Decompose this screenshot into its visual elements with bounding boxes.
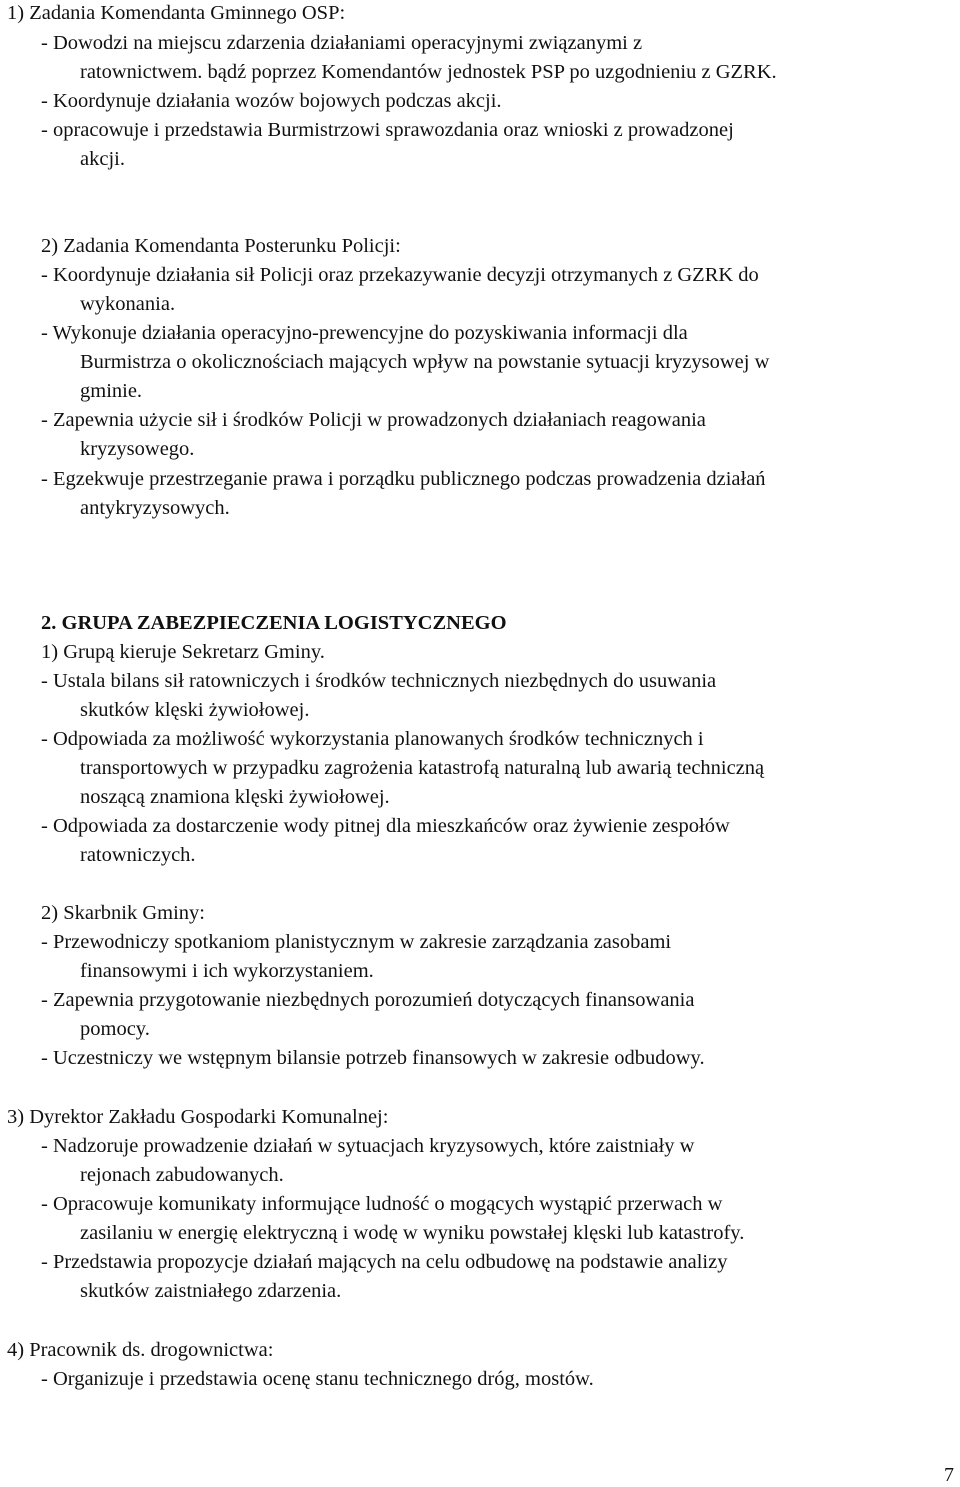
list-item: - Odpowiada za możliwość wykorzystania planowanych środków technicznych i (41, 728, 704, 750)
section-heading: 4) Pracownik ds. drogownictwa: (7, 1339, 274, 1361)
list-item: - opracowuje i przedstawia Burmistrzowi sprawozdania oraz wnioski z prowadzonej (41, 119, 734, 141)
section-heading: 1) Zadania Komendanta Gminnego OSP: (7, 2, 346, 24)
section-heading: 3) Dyrektor Zakładu Gospodarki Komunalnej: (7, 1106, 389, 1128)
list-item: - Odpowiada za dostarczenie wody pitnej dla mieszkańców oraz żywienie zespołów (41, 815, 730, 837)
list-item: - Opracowuje komunikaty informujące ludność o mogących wystąpić przerwach w (41, 1193, 723, 1215)
list-item: - Zapewnia użycie sił i środków Policji w prowadzonych działaniach reagowania (41, 409, 706, 431)
list-item: - Wykonuje działania operacyjno-prewencyjne do pozyskiwania informacji dla (41, 322, 688, 344)
list-item-continuation: wykonania. (80, 293, 176, 315)
list-item: - Organizuje i przedstawia ocenę stanu technicznego dróg, mostów. (41, 1368, 594, 1390)
list-item-continuation: akcji. (80, 148, 125, 170)
list-item: - Egzekwuje przestrzeganie prawa i porządku publicznego podczas prowadzenia działań (41, 468, 766, 490)
list-item-continuation: finansowymi i ich wykorzystaniem. (80, 960, 374, 982)
list-item-continuation: gminie. (80, 380, 143, 402)
list-item: - Przedstawia propozycje działań mających na celu odbudowę na podstawie analizy (41, 1251, 728, 1273)
page-number: 7 (944, 1464, 954, 1486)
list-item-continuation: ratowniczych. (80, 844, 196, 866)
section-heading: 1) Grupą kieruje Sekretarz Gminy. (41, 641, 325, 663)
list-item-continuation: skutków klęski żywiołowej. (80, 699, 310, 721)
list-item-continuation: skutków zaistniałego zdarzenia. (80, 1280, 342, 1302)
list-item: - Zapewnia przygotowanie niezbędnych porozumień dotyczących finansowania (41, 989, 695, 1011)
list-item: - Ustala bilans sił ratowniczych i środków technicznych niezbędnych do usuwania (41, 670, 717, 692)
group-heading: 2. GRUPA ZABEZPIECZENIA LOGISTYCZNEGO (41, 612, 507, 634)
list-item-continuation: zasilaniu w energię elektryczną i wodę w wyniku powstałej klęski lub katastrofy. (80, 1222, 745, 1244)
list-item: - Koordynuje działania wozów bojowych podczas akcji. (41, 90, 502, 112)
list-item: - Uczestniczy we wstępnym bilansie potrzeb finansowych w zakresie odbudowy. (41, 1047, 705, 1069)
list-item-continuation: rejonach zabudowanych. (80, 1164, 284, 1186)
list-item-continuation: ratownictwem. bądź poprzez Komendantów jednostek PSP po uzgodnieniu z GZRK. (80, 61, 777, 83)
list-item: - Koordynuje działania sił Policji oraz przekazywanie decyzji otrzymanych z GZRK do (41, 264, 759, 286)
list-item: - Dowodzi na miejscu zdarzenia działaniami operacyjnymi związanymi z (41, 32, 643, 54)
list-item-continuation: antykryzysowych. (80, 497, 230, 519)
list-item-continuation: Burmistrza o okolicznościach mających wpływ na powstanie sytuacji kryzysowej w (80, 351, 770, 373)
list-item-continuation: transportowych w przypadku zagrożenia katastrofą naturalną lub awarią techniczną (80, 757, 765, 779)
list-item-continuation: kryzysowego. (80, 438, 195, 460)
list-item-continuation: noszącą znamiona klęski żywiołowej. (80, 786, 390, 808)
list-item-continuation: pomocy. (80, 1018, 150, 1040)
list-item: - Nadzoruje prowadzenie działań w sytuacjach kryzysowych, które zaistniały w (41, 1135, 695, 1157)
list-item: - Przewodniczy spotkaniom planistycznym w zakresie zarządzania zasobami (41, 931, 672, 953)
section-heading: 2) Skarbnik Gminy: (41, 902, 205, 924)
section-heading: 2) Zadania Komendanta Posterunku Policji: (41, 235, 401, 257)
